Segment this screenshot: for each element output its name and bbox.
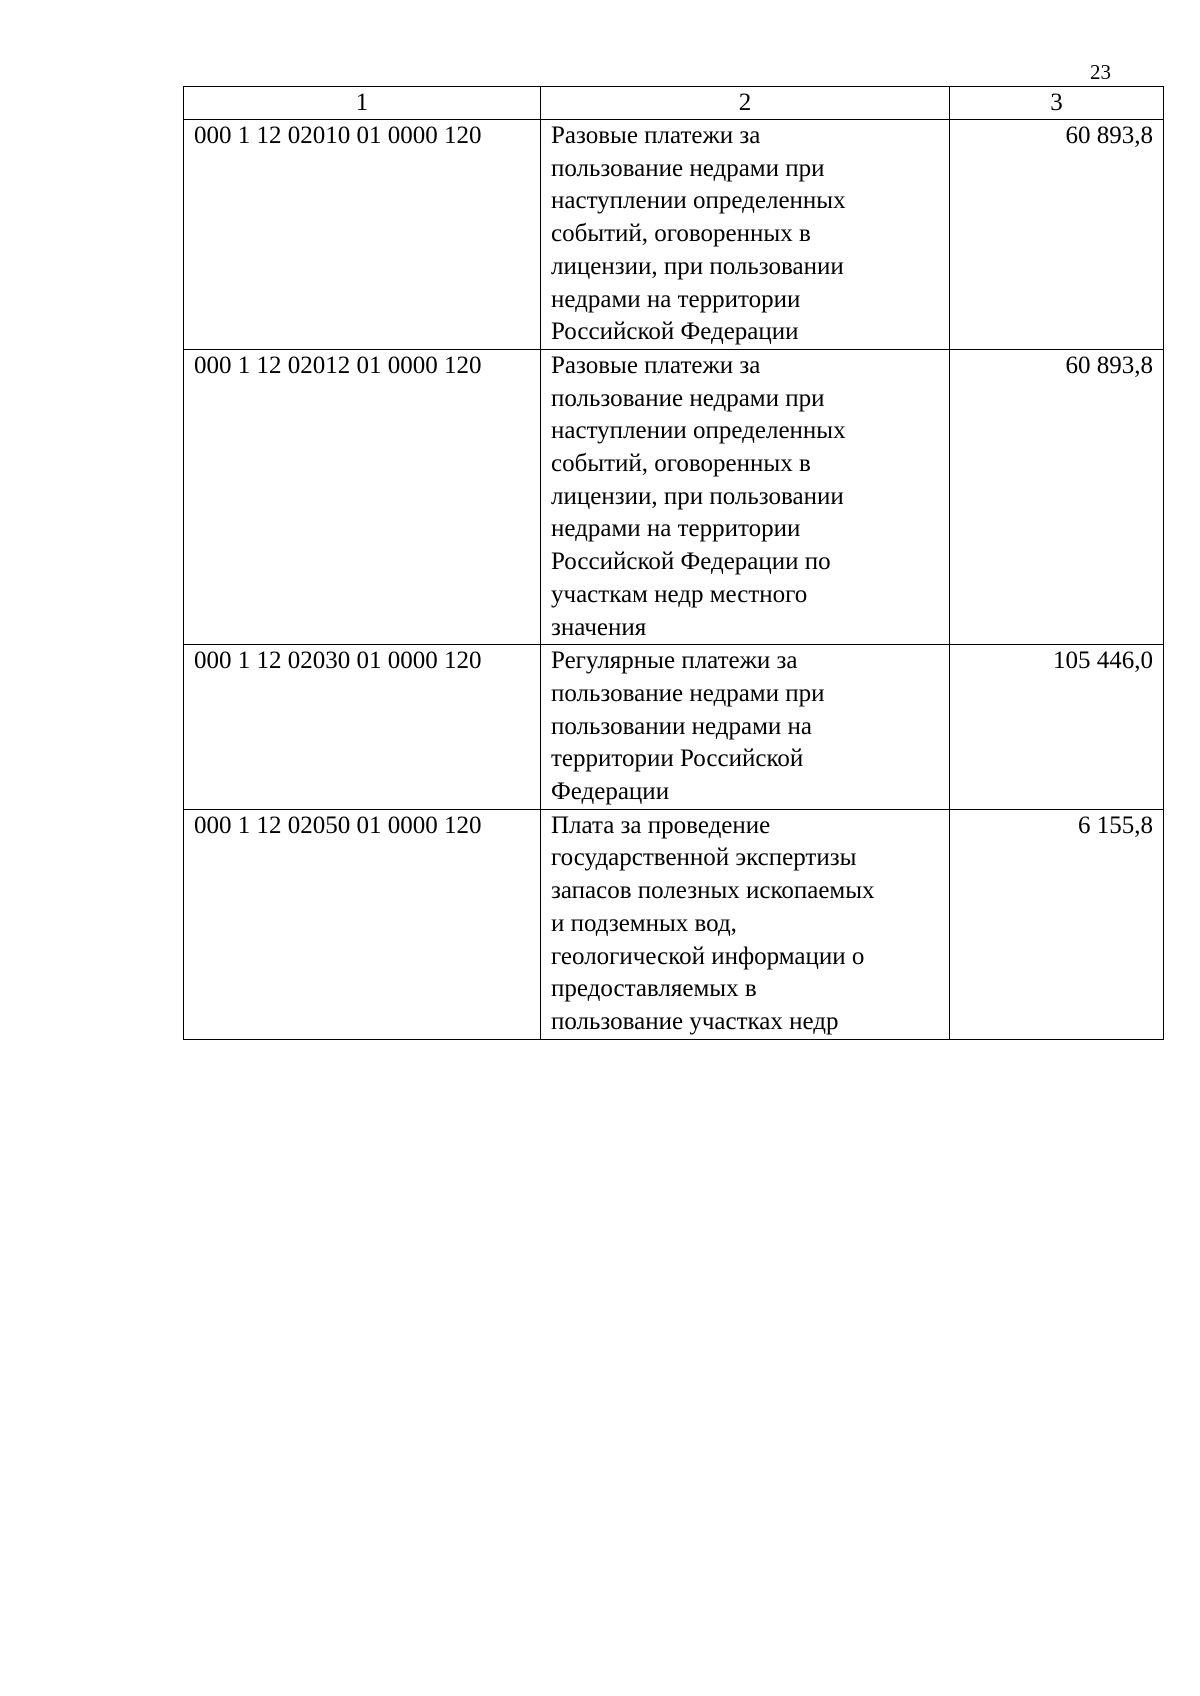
name-line: пользование участках недр [551,1007,839,1035]
name-line: Российской Федерации по [551,548,831,576]
header-row [184,87,1164,120]
name-cell [541,120,950,350]
table-row [184,809,1164,1039]
name-line: наступлении определенных [551,417,846,445]
name-line: пользование недрами при [551,384,825,412]
name-line: пользование недрами при [551,679,825,707]
name-line: недрами на территории [551,515,801,543]
table-row [184,645,1164,810]
name-line: территории Российской [551,745,804,773]
table-header [184,87,1164,120]
name-line: Регулярные платежи за [551,647,798,675]
name-line: наступлении определенных [551,187,846,215]
name-line: Плата за проведение [551,811,771,839]
name-line: лицензии, при пользовании [551,482,844,510]
name-line: запасов полезных ископаемых [551,877,875,905]
name-cell [541,645,950,810]
name-line: пользование недрами при [551,154,825,182]
amount-cell: 105 446,0 [950,645,1164,810]
table-row [184,349,1164,644]
name-line: предоставляемых в [551,975,757,1003]
name-line: и подземных вод, [551,909,737,937]
column-header-1: 1 [184,87,541,120]
code-cell: 000 1 12 02050 01 0000 120 [184,809,541,1039]
name-line: государственной экспертизы [551,844,857,872]
name-line: событий, оговоренных в [551,220,811,248]
code-cell: 000 1 12 02030 01 0000 120 [184,645,541,810]
name-line: участкам недр местного [551,580,808,608]
column-header-2: 2 [541,87,950,120]
name-line: пользовании недрами на [551,712,812,740]
name-cell [541,809,950,1039]
name-line: Разовые платежи за [551,351,761,379]
revenue-table [183,86,1164,1040]
name-line: событий, оговоренных в [551,450,811,478]
name-line: Федерации [551,778,670,806]
name-line: геологической информации о [551,942,865,970]
amount-cell: 6 155,8 [950,809,1164,1039]
name-line: Разовые платежи за [551,122,761,149]
name-cell [541,349,950,644]
code-cell: 000 1 12 02012 01 0000 120 [184,349,541,644]
amount-cell: 60 893,8 [950,120,1164,350]
name-line: недрами на территории [551,285,801,313]
code-cell: 000 1 12 02010 01 0000 120 [184,120,541,350]
amount-cell: 60 893,8 [950,349,1164,644]
page-number: 23 [1090,60,1111,84]
table-body [184,120,1164,1040]
column-header-3: 3 [950,87,1164,120]
table-row [184,120,1164,350]
name-line: лицензии, при пользовании [551,252,844,280]
name-line: Российской Федерации [551,318,799,346]
name-line: значения [551,613,647,641]
